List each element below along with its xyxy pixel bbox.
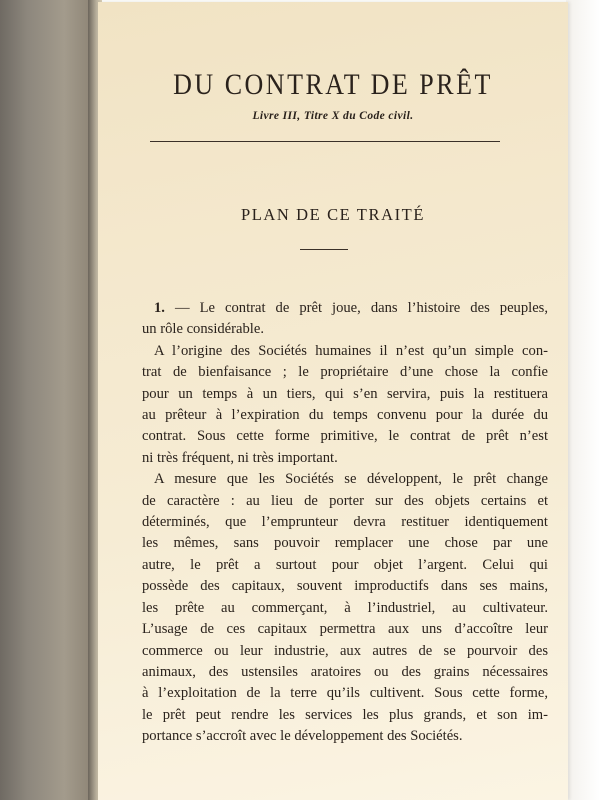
text-line: déterminés, que l’emprunteur devra restituer identiquement <box>142 514 548 531</box>
text-line <box>142 298 548 319</box>
text-line: autre, le prêt a surtout pour objet l’argent. Celui qui <box>142 556 548 573</box>
book-page <box>98 2 568 800</box>
text-line: L’usage de ces capitaux permettra aux uns d’accoître leur <box>142 621 548 638</box>
section-heading: PLAN DE CE TRAITÉ <box>240 205 426 224</box>
text-line: trat de bienfaisance ; le propriétaire d’une chose la confie <box>142 364 548 381</box>
text-line: animaux, des ustensiles aratoires ou des grains nécessaires <box>142 663 548 680</box>
text-line: un rôle considérable. <box>142 321 264 338</box>
text-line: pour un temps à un tiers, qui s’en servira, puis la restituera <box>142 385 548 402</box>
text-line: ni très fréquent, ni très important. <box>142 449 338 466</box>
text-line: les mêmes, sans pouvoir remplacer une chose par une <box>142 535 548 552</box>
text-line: possède des capitaux, souvent improductifs dans ses mains, <box>142 578 548 595</box>
text-line: A l’origine des Sociétés humaines il n’est qu’un simple con- <box>154 342 548 359</box>
text-line-content: — Le contrat de prêt joue, dans l’histoire des peuples, <box>174 300 548 316</box>
body-text <box>142 298 548 748</box>
title-divider <box>150 141 500 142</box>
section-divider <box>300 249 348 250</box>
text-line: de caractère : au lieu de porter sur des objets certains et <box>142 492 548 509</box>
paragraph-number: 1. <box>154 300 165 316</box>
text-line: commerce ou leur industrie, aux autres de se pourvoir des <box>142 642 548 659</box>
subtitle-text: Livre III, Titre X du Code civil. <box>252 110 414 122</box>
text-line: au prêteur à l’expiration du temps convenu pour la durée du <box>142 407 548 424</box>
background-surface <box>566 0 600 800</box>
text-line: contrat. Sous cette forme primitive, le contrat de prêt n’est <box>142 428 548 445</box>
text-line: le prêt peut rendre les services les plus grands, et son im- <box>142 706 548 723</box>
text-line: les prête au commerçant, à l’industriel, au cultivateur. <box>142 599 548 616</box>
text-line: A mesure que les Sociétés se développent, le prêt change <box>154 471 548 488</box>
page-subtitle <box>98 110 568 122</box>
text-line: à l’exploitation de la terre qu’ils cultivent. Sous cette forme, <box>142 685 548 702</box>
text-line: portance s’accroît avec le développement des Sociétés. <box>142 728 463 745</box>
page-title: DU CONTRAT DE PRÊT <box>173 67 493 102</box>
facing-page <box>0 0 92 800</box>
